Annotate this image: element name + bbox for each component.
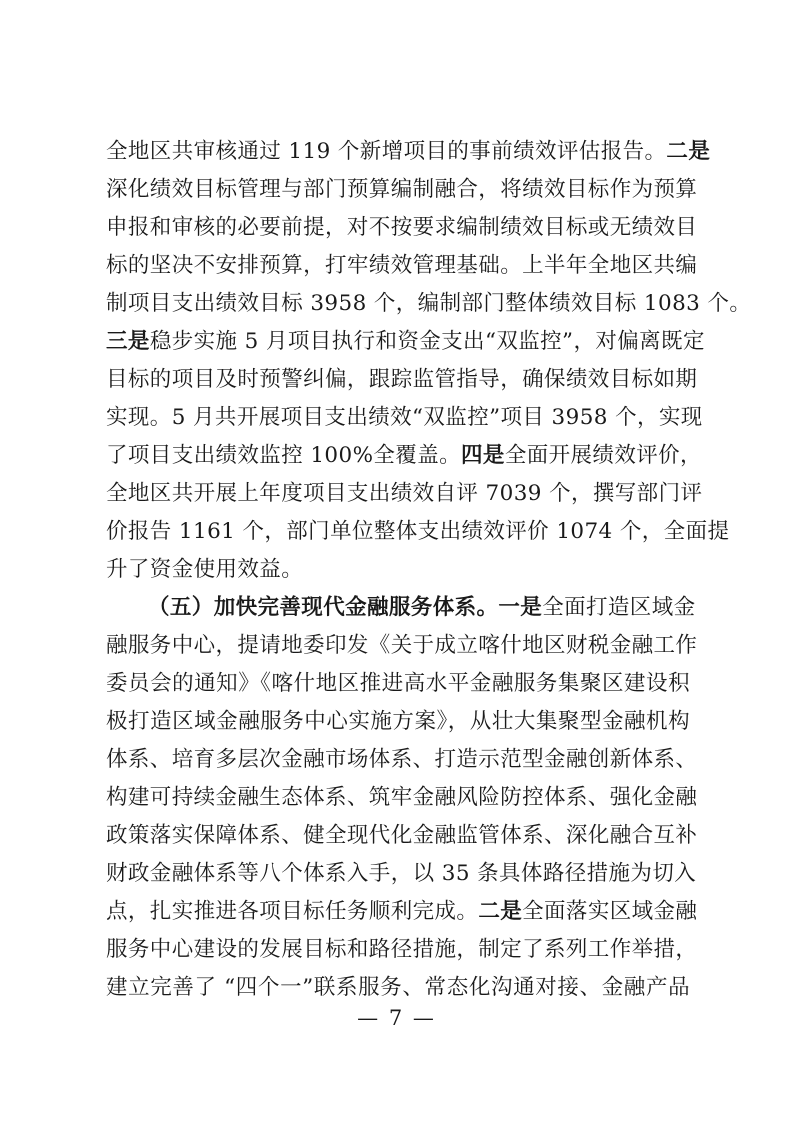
text-line: 构建可持续金融生态体系、筑牢金融风险防控体系、强化金融	[106, 785, 698, 810]
page-number: — 7 —	[357, 1006, 436, 1030]
text-line: （五）加快完善现代金融服务体系。一是全面打造区域金	[148, 595, 696, 620]
text-line: 服务中心建设的发展目标和路径措施，制定了系列工作举措，	[106, 937, 698, 962]
text-line: 深化绩效目标管理与部门预算编制融合，将绩效目标作为预算	[106, 177, 698, 202]
text-line: 申报和审核的必要前提，对不按要求编制绩效目标或无绩效目	[106, 215, 698, 240]
text-line: 建立完善了 “四个一”联系服务、常态化沟通对接、金融产品	[106, 975, 690, 1000]
text-line: 融服务中心，提请地委印发《关于成立喀什地区财税金融工作	[106, 633, 698, 658]
text-line: 全地区共开展上年度项目支出绩效自评 7039 个，撰写部门评	[106, 481, 703, 506]
text-line: 升了资金使用效益。	[106, 557, 304, 582]
text-line: 极打造区域金融服务中心实施方案》，从壮大集聚型金融机构	[106, 709, 690, 734]
text-line: 实现。5 月共开展项目支出绩效“双监控”项目 3958 个，实现	[106, 405, 703, 430]
text-line: 制项目支出绩效目标 3958 个，编制部门整体绩效目标 1083 个。	[106, 291, 752, 316]
text-line: 政策落实保障体系、健全现代化金融监管体系、深化融合互补	[106, 823, 698, 848]
text-line: 财政金融体系等八个体系入手，以 35 条具体路径措施为切入	[106, 861, 697, 886]
text-line: 体系、培育多层次金融市场体系、打造示范型金融创新体系、	[106, 747, 698, 772]
body-text	[106, 133, 752, 1007]
text-line: 标的坚决不安排预算，打牢绩效管理基础。上半年全地区共编	[106, 253, 698, 278]
text-line: 目标的项目及时预警纠偏，跟踪监管指导，确保绩效目标如期	[106, 367, 698, 392]
text-line: 点，扎实推进各项目标任务顺利完成。二是全面落实区域金融	[106, 899, 698, 924]
text-line: 了项目支出绩效监控 100%全覆盖。四是全面开展绩效评价，	[106, 443, 702, 468]
text-line: 三是稳步实施 5 月项目执行和资金支出“双监控”，对偏离既定	[106, 329, 705, 354]
text-line: 全地区共审核通过 119 个新增项目的事前绩效评估报告。二是	[106, 139, 711, 164]
text-line: 委员会的通知》《喀什地区推进高水平金融服务集聚区建设积	[106, 671, 690, 696]
text-line: 价报告 1161 个，部门单位整体支出绩效评价 1074 个，全面提	[106, 519, 730, 544]
